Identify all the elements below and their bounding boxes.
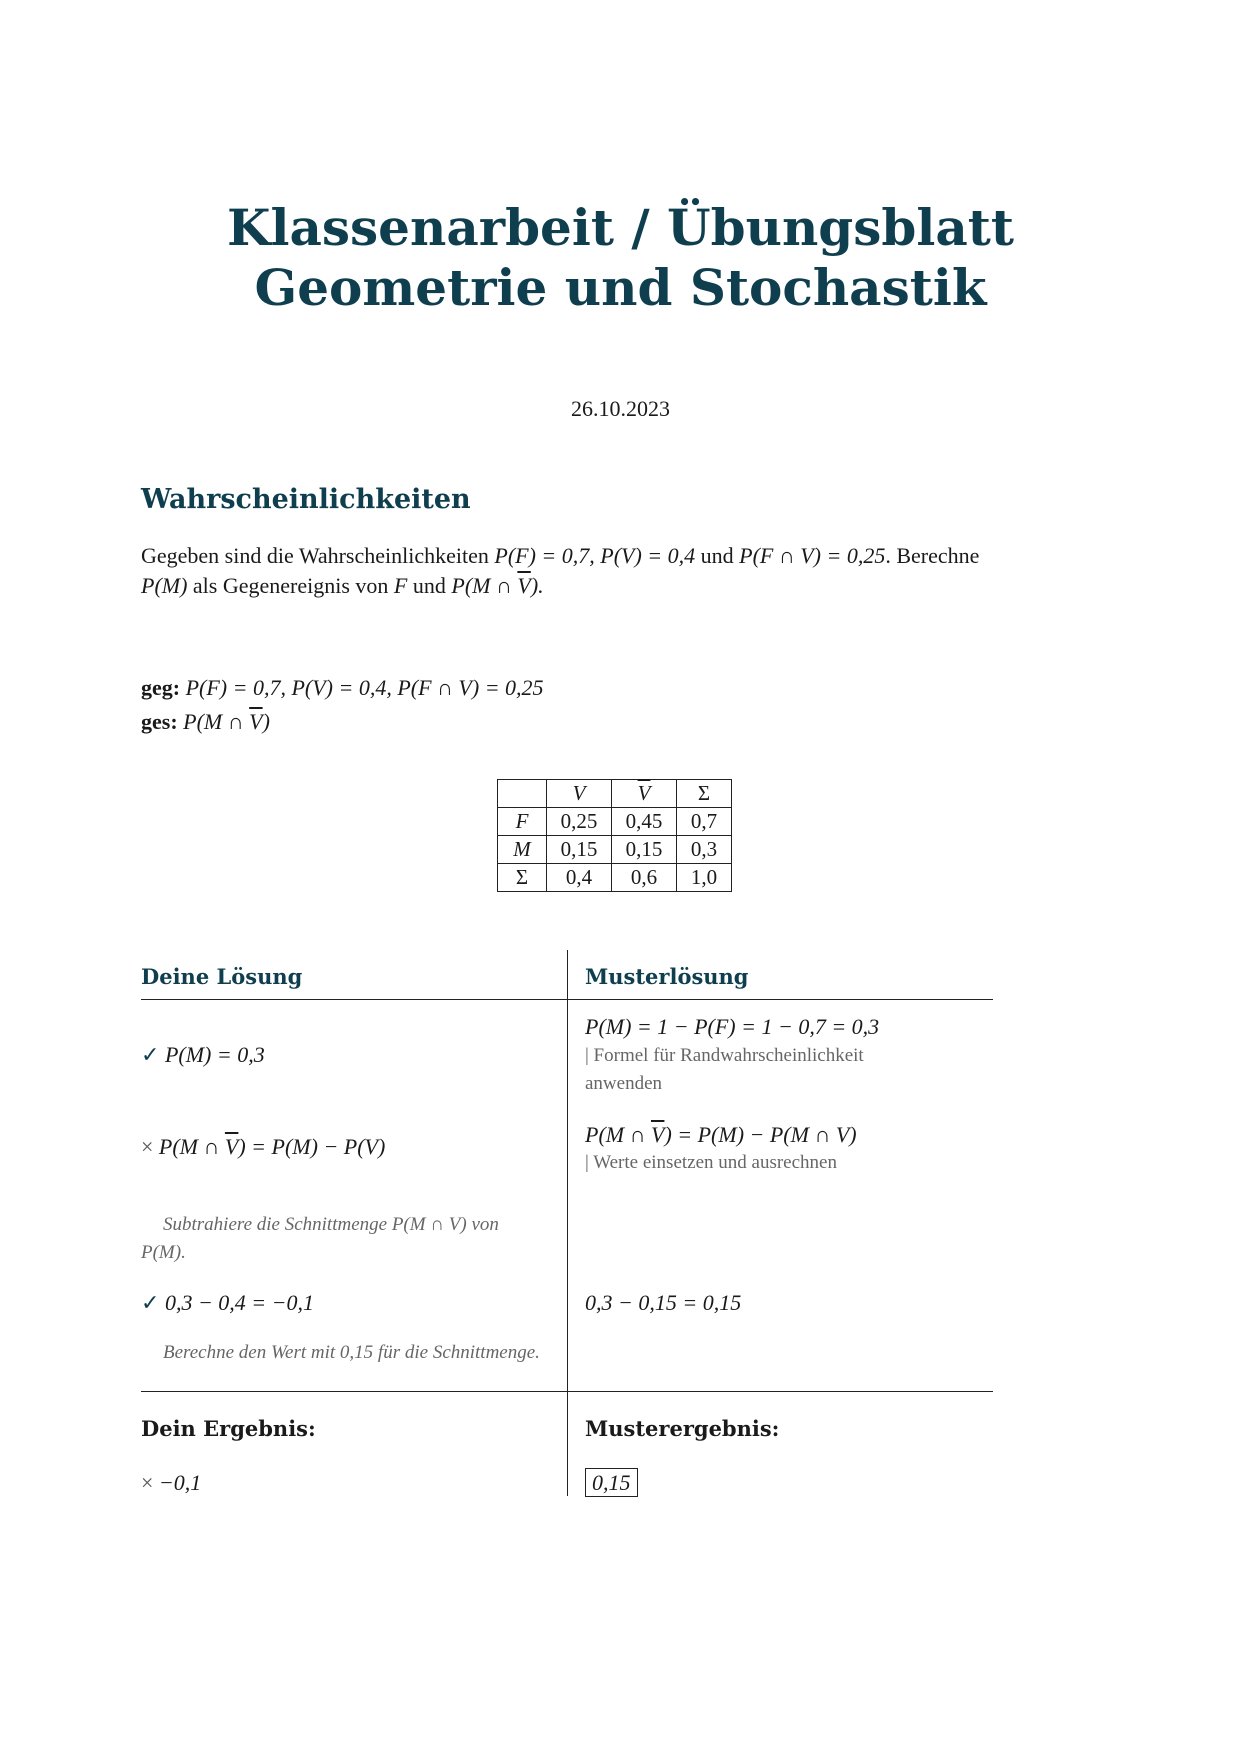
sought-value: [183, 709, 270, 734]
task-text: [141, 541, 1101, 601]
table-cell: 0,15: [612, 836, 677, 864]
model-result: [585, 1468, 638, 1498]
model-step-3-expr: 0,3 − 0,15 = 0,15: [585, 1290, 742, 1315]
model-result-value: 0,15: [585, 1468, 638, 1497]
table-row: [498, 808, 732, 836]
table-cell: 0,4: [547, 864, 612, 892]
column-divider: [567, 950, 568, 1496]
expr-complement: $\overline{V}$: [224, 1134, 239, 1159]
table-row-label: F: [498, 808, 547, 836]
hint-2: Berechne den Wert mit 0,15 für die Schnittmenge.: [163, 1342, 540, 1363]
check-icon: ✓: [141, 1042, 160, 1067]
table-row-label: Σ: [498, 864, 547, 892]
task-text-part: Gegeben sind die Wahrscheinlichkeiten: [141, 543, 495, 568]
table-row: [498, 836, 732, 864]
sought-complement: $\overline{V}$: [249, 709, 263, 734]
sought-part: P(M ∩: [183, 709, 250, 734]
model-step-3: [585, 1288, 741, 1318]
task-math: P(M): [141, 573, 188, 598]
sought-part: ): [262, 709, 270, 734]
task-text-part: . Berechne: [885, 543, 980, 568]
contingency-table: [497, 779, 732, 892]
expr-part: P(M ∩: [158, 1134, 225, 1159]
your-step-2: [141, 1132, 385, 1162]
model-step-2-expr: [585, 1122, 857, 1147]
table-cell: 0,7: [677, 808, 732, 836]
cross-icon: ×: [141, 1134, 154, 1159]
model-step-2-note: | Werte einsetzen und ausrechnen: [585, 1152, 837, 1173]
table-row-label: M: [498, 836, 547, 864]
task-math: P(F) = 0,7, P(V) = 0,4: [494, 543, 696, 568]
table-header-cell: Σ: [677, 780, 732, 808]
table-row: [498, 864, 732, 892]
expr-part: ) = P(M) − P(M ∩ V): [664, 1122, 857, 1147]
given-line: [141, 673, 544, 703]
page-title: [0, 198, 1241, 318]
task-text-part: und: [695, 543, 740, 568]
table-cell: 1,0: [677, 864, 732, 892]
model-step-1-note: | Formel für Randwahrscheinlichkeit anwenden: [585, 1045, 864, 1094]
your-step-1-expr: P(M) = 0,3: [164, 1042, 265, 1067]
table-cell: 0,6: [612, 864, 677, 892]
your-solution-header: Deine Lösung: [141, 964, 303, 989]
your-step-3-expr: 0,3 − 0,4 = −0,1: [164, 1290, 314, 1315]
sought-label: ges:: [141, 709, 178, 734]
model-solution-header: Musterlösung: [585, 964, 749, 989]
task-math: F: [393, 573, 408, 598]
title-line-1: Klassenarbeit / Übungsblatt: [227, 198, 1014, 257]
title-line-2: Geometrie und Stochastik: [254, 258, 987, 317]
given-label: geg:: [141, 675, 181, 700]
your-step-3: [141, 1288, 314, 1318]
date: 26.10.2023: [571, 396, 670, 421]
header-rule: [141, 999, 993, 1000]
your-result-value: −0,1: [158, 1470, 202, 1495]
model-step-1: [585, 1012, 879, 1042]
model-step-1-expr: P(M) = 1 − P(F) = 1 − 0,7 = 0,3: [585, 1014, 880, 1039]
check-icon: ✓: [141, 1290, 160, 1315]
your-step-2-expr: [159, 1134, 385, 1159]
your-result-label: Dein Ergebnis:: [141, 1416, 316, 1441]
task-math: P(M ∩: [451, 573, 518, 598]
table-corner-cell: [498, 780, 547, 808]
task-text-part: als Gegenereignis von: [187, 573, 394, 598]
task-line-2: [141, 571, 1101, 601]
sought-line: [141, 707, 270, 737]
your-result: [141, 1468, 201, 1498]
task-math-complement: $\overline{V}$: [517, 573, 531, 598]
task-math: P(F ∩ V) = 0,25: [739, 543, 886, 568]
given-value: P(F) = 0,7, P(V) = 0,4, P(F ∩ V) = 0,25: [185, 675, 544, 700]
table-cell: 0,15: [547, 836, 612, 864]
task-math: ).: [530, 573, 544, 598]
task-line-1: [141, 541, 1101, 571]
table-cell: 0,45: [612, 808, 677, 836]
task-text-part: und: [407, 573, 452, 598]
result-rule: [141, 1391, 993, 1392]
section-title: Wahrscheinlichkeiten: [141, 484, 471, 515]
model-step-2: [585, 1120, 857, 1150]
expr-part: P(M ∩: [585, 1122, 651, 1147]
model-result-label: Musterergebnis:: [585, 1416, 780, 1441]
table-header-row: [498, 780, 732, 808]
hint-1: Subtrahiere die Schnittmenge P(M ∩ V) von P(M).: [141, 1214, 499, 1263]
expr-part: ) = P(M) − P(V): [238, 1134, 386, 1159]
table-header-cell: $\overline{V}$: [612, 780, 677, 808]
table-cell: 0,25: [547, 808, 612, 836]
expr-complement: $\overline{V}$: [650, 1122, 665, 1147]
cross-icon: ×: [141, 1470, 154, 1495]
table-header-cell: V: [547, 780, 612, 808]
table-cell: 0,3: [677, 836, 732, 864]
your-step-1: [141, 1040, 265, 1070]
